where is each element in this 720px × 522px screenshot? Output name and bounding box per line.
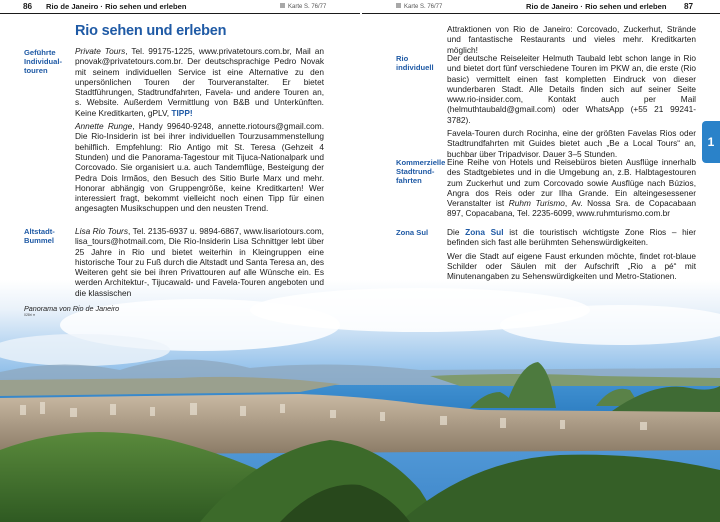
- right-column-individuell: [447, 53, 696, 162]
- section-heading: Rio sehen und erleben: [75, 23, 227, 39]
- map-square-icon: [280, 3, 285, 8]
- sidelabel-altstadt: Altstadt-Bummel: [24, 227, 55, 245]
- paragraph-lisa-rio-tours: Lisa Rio Tours, Tel. 2135-6937 u. 9894-6867, www.lisariotours.com, lisa_tours@hotmail.com, Die Rio-Insiderin Lisa Schnittger lebt über 25 Jahre in Rio und bietet weiterhin in Kleingruppen eine historische Tour zu Fuß durch die Altstadt und Santa Teresa an, des Weiteren geht sie bei ihren Privattouren auf alle Wünsche ein. Es werden Architektur-, Tijucawald- und Favela-Touren angeboten und die klassischen: [75, 226, 324, 298]
- photo-caption: Panorama von Rio de Janeiro: [24, 304, 120, 313]
- chapter-tab: 1: [702, 121, 720, 163]
- photo-credit: 028ri rr: [24, 313, 36, 317]
- sidelabel-gefuehrte: Geführte Individual-touren: [24, 48, 62, 75]
- paragraph-taubald: Der deutsche Reiseleiter Helmuth Taubald lebt schon lange in Rio und bietet dort fünf verschiedene Touren im PKW an, die erste (Rio basic) vermittelt einen fast kompletten Eindruck von dieser wunderbaren Stadt. Alle Details finden sich auf seiner Seite www.rio-insider.com, Kontakt auch per Mail (helmuthtaubald@gmail.com) oder WhatsApp (+55 21 99241-3782).: [447, 53, 696, 125]
- right-column-kommerzielle: [447, 157, 696, 222]
- paragraph-private-tours: Private Tours, Tel. 99175-1225, www.privatetours.com.br, Mail an pnovak@privatetours.com.br. Der deutschsprachige Pedro Novak mit seinem individuellen Service ist eine Alternative zu den unpersönlichen Touren der Tourveranstalter. Er bietet Stadtführungen, Stadtrundfahrten, Favela- und andere Touren an, s. Website. Außerdem Vermittlung von B&B und Unterkünften. Keine Kreditkarten, gPLV, TIPP!: [75, 46, 324, 118]
- paragraph-rio-a-pe: Wer die Stadt auf eigene Faust erkunden möchte, findet rot-blaue Schilder oder Säulen mit der Aufschrift „Rio a pé“ mit Minutenangaben zu Sehenswürdigkeiten und Metro-Stationen.: [447, 250, 696, 282]
- left-map-reference: Karte S. 76/77: [280, 1, 326, 14]
- left-running-header: [0, 0, 360, 14]
- right-column-zona-sul: [447, 227, 696, 284]
- right-running-header: [362, 0, 720, 14]
- sidelabel-kommerzielle: Kommerzielle Stadtrund-fahrten: [396, 158, 446, 185]
- right-page-number: 87: [684, 2, 694, 11]
- paragraph-zona-sul: Die Zona Sul ist die touristisch wichtigste Zone Rios – hier befinden sich fast alle berühmten Sehenswürdigkeiten.: [447, 227, 697, 248]
- right-running-title: Rio de Janeiro · Rio sehen und erleben: [526, 2, 667, 11]
- sidelabel-individuell: Rio individuell: [396, 54, 434, 72]
- paragraph-hotels: Eine Reihe von Hotels und Reisebüros bieten Ausflüge innerhalb des Stadtgebietes und in die Umgebung an, z.B. Halbtagestouren zum Zuckerhut und zum Corcovado sowie Ausflüge nach Búzios, Angra dos Reis oder zur Ilha Grande. Ein alteingesessener Veranstalter ist Ruhm Turismo, Av. Nossa Sra. de Copacabaan 897, Copacabana, Tel. 2235-6099, www.ruhmturismo.com.br: [447, 157, 696, 219]
- left-running-title: Rio de Janeiro · Rio sehen und erleben: [46, 2, 187, 11]
- left-column-2: [75, 226, 324, 301]
- right-map-reference: Karte S. 76/77: [396, 1, 442, 14]
- paragraph-attraktionen: Attraktionen von Rio de Janeiro: Corcovado, Zuckerhut, Strände und fantastische Restaurants und vieles mehr. Kreditkarten möglich!: [447, 24, 696, 55]
- left-column-1: [75, 46, 324, 217]
- sidelabel-zona: Zona Sul: [396, 228, 429, 237]
- left-page-number: 86: [23, 2, 33, 11]
- paragraph-favela-touren: Favela-Touren durch Rocinha, eine der größten Favelas Rios oder Stadtrundfahrten mit Guides bietet auch „Be a Local Tours“ an, buchbar über Tripadvisor. Dauer 3–5 Stunden.: [447, 128, 696, 159]
- tipp-badge: TIPP!: [171, 107, 193, 118]
- rio-panorama-photo: [0, 280, 720, 522]
- paragraph-annette-runge: Annette Runge, Handy 99640-9248, annette.riotours@gmail.com. Die Rio-Insiderin ist bei ihrer individuellen Tourzusammenstellung behilflich. Empfehlung: Rio Antigo mit St. Teresa (Gehzeit 4 Stunden) und die Panorama-Tagestour mit Tijuca-Nationalpark und Corcovado. Sie organisiert u.a. auch Tandemflüge, Besteigung der Pedra Dois Irmãos, den Besuch des Sitio Burle Marx und mehr. Honorar abhängig von Gruppengröße, keine Kreditkarten! Wer interessiert fragt, bekommt vielleicht noch einen Tipp für einen angesagten Musikschuppen und den neusten Trend.: [75, 121, 324, 214]
- map-square-icon: [396, 3, 401, 8]
